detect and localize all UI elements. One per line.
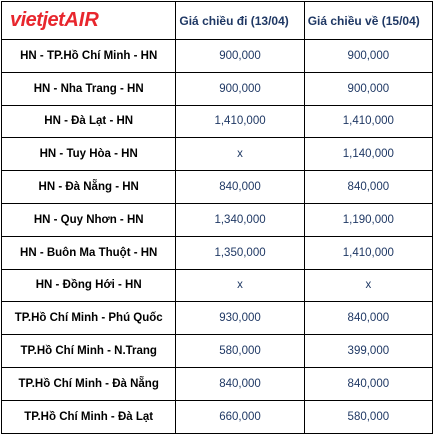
outbound-price-header: Giá chiều đi (13/04) bbox=[176, 2, 304, 40]
table-row bbox=[2, 105, 433, 138]
header-row bbox=[2, 2, 433, 40]
return-price-cell: 1,410,000 bbox=[304, 236, 432, 269]
table-row bbox=[2, 40, 433, 73]
route-cell: TP.Hồ Chí Minh - Đà Lạt bbox=[2, 400, 176, 433]
table-row bbox=[2, 367, 433, 400]
return-price-cell: 840,000 bbox=[304, 171, 432, 204]
table-row bbox=[2, 138, 433, 171]
route-cell: TP.Hồ Chí Minh - Phú Quốc bbox=[2, 302, 176, 335]
fare-table bbox=[1, 1, 433, 434]
outbound-price-cell: 900,000 bbox=[176, 72, 304, 105]
return-price-cell: 900,000 bbox=[304, 40, 432, 73]
outbound-price-cell: 660,000 bbox=[176, 400, 304, 433]
return-price-cell: 900,000 bbox=[304, 72, 432, 105]
return-price-cell: 840,000 bbox=[304, 367, 432, 400]
vietjet-air-logo bbox=[10, 10, 99, 30]
route-cell: HN - Quy Nhơn - HN bbox=[2, 203, 176, 236]
route-cell: HN - Nha Trang - HN bbox=[2, 72, 176, 105]
return-price-cell: 1,190,000 bbox=[304, 203, 432, 236]
return-price-cell: 1,140,000 bbox=[304, 138, 432, 171]
logo-suffix-text: AIR bbox=[64, 9, 99, 31]
outbound-price-cell: 1,340,000 bbox=[176, 203, 304, 236]
table-row bbox=[2, 269, 433, 302]
logo-main-text: vietjet bbox=[10, 9, 65, 31]
table-row bbox=[2, 302, 433, 335]
route-cell: HN - Đà Lạt - HN bbox=[2, 105, 176, 138]
outbound-price-cell: 1,350,000 bbox=[176, 236, 304, 269]
table-row bbox=[2, 203, 433, 236]
table-row bbox=[2, 400, 433, 433]
route-cell: HN - Đà Nẵng - HN bbox=[2, 171, 176, 204]
return-price-cell: 399,000 bbox=[304, 335, 432, 368]
table-row bbox=[2, 72, 433, 105]
return-price-header: Giá chiều về (15/04) bbox=[304, 2, 432, 40]
table-row bbox=[2, 335, 433, 368]
return-price-cell: 1,410,000 bbox=[304, 105, 432, 138]
outbound-price-cell: x bbox=[176, 269, 304, 302]
route-cell: HN - Tuy Hòa - HN bbox=[2, 138, 176, 171]
route-cell: HN - Buôn Ma Thuột - HN bbox=[2, 236, 176, 269]
logo-cell bbox=[2, 2, 176, 40]
table-row bbox=[2, 171, 433, 204]
return-price-cell: 580,000 bbox=[304, 400, 432, 433]
route-cell: TP.Hồ Chí Minh - Đà Nẵng bbox=[2, 367, 176, 400]
route-cell: HN - Đồng Hới - HN bbox=[2, 269, 176, 302]
table-row bbox=[2, 236, 433, 269]
outbound-price-cell: 900,000 bbox=[176, 40, 304, 73]
outbound-price-cell: 580,000 bbox=[176, 335, 304, 368]
outbound-price-cell: 1,410,000 bbox=[176, 105, 304, 138]
route-cell: HN - TP.Hồ Chí Minh - HN bbox=[2, 40, 176, 73]
return-price-cell: 840,000 bbox=[304, 302, 432, 335]
outbound-price-cell: 840,000 bbox=[176, 171, 304, 204]
outbound-price-cell: x bbox=[176, 138, 304, 171]
outbound-price-cell: 840,000 bbox=[176, 367, 304, 400]
return-price-cell: x bbox=[304, 269, 432, 302]
outbound-price-cell: 930,000 bbox=[176, 302, 304, 335]
route-cell: TP.Hồ Chí Minh - N.Trang bbox=[2, 335, 176, 368]
